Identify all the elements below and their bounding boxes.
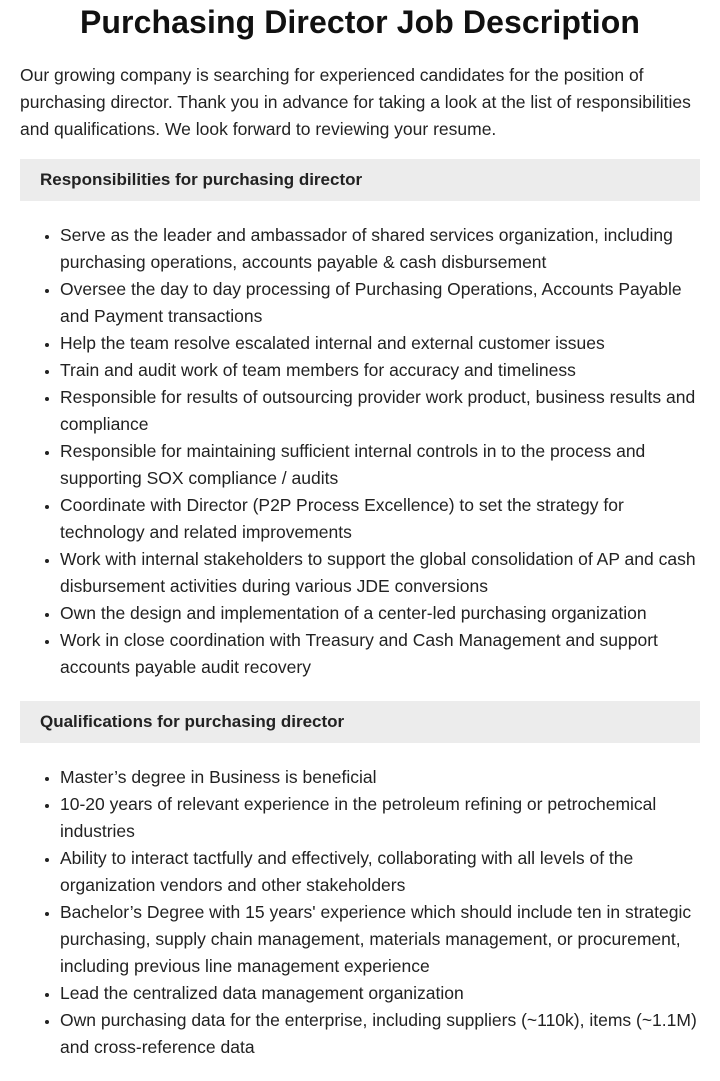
list-item: • Responsible for results of outsourcing provider work product, business results and compliance	[60, 384, 700, 438]
qualifications-list	[20, 764, 700, 1061]
responsibilities-list	[20, 222, 700, 681]
list-item: • 10-20 years of relevant experience in the petroleum refining or petrochemical industries	[60, 791, 700, 845]
list-item: • Ability to interact tactfully and effectively, collaborating with all levels of the organization vendors and other stakeholders	[60, 845, 700, 899]
list-item: • Own the design and implementation of a center-led purchasing organization	[60, 600, 700, 627]
list-item: • Coordinate with Director (P2P Process Excellence) to set the strategy for technology and related improvements	[60, 492, 700, 546]
list-item: • Train and audit work of team members for accuracy and timeliness	[60, 357, 700, 384]
intro-paragraph: Our growing company is searching for experienced candidates for the position of purchasing director. Thank you in advance for taking a look at the list of responsibilities and qualifications. We look forward to reviewing your resume.	[20, 65, 691, 139]
page-title: Purchasing Director Job Description	[79, 4, 641, 40]
list-item: • Master’s degree in Business is beneficial	[60, 764, 700, 791]
list-item: • Responsible for maintaining sufficient internal controls in to the process and supporting SOX compliance / audits	[60, 438, 700, 492]
list-item: • Work with internal stakeholders to support the global consolidation of AP and cash disbursement activities during various JDE conversions	[60, 546, 700, 600]
list-item: • Own purchasing data for the enterprise, including suppliers (~110k), items (~1.1M) and cross-reference data	[60, 1007, 700, 1061]
list-item: • Oversee the day to day processing of Purchasing Operations, Accounts Payable and Payment transactions	[60, 276, 700, 330]
list-item: • Serve as the leader and ambassador of shared services organization, including purchasing operations, accounts payable & cash disbursement	[60, 222, 700, 276]
list-item: • Bachelor’s Degree with 15 years' experience which should include ten in strategic purchasing, supply chain management, materials management, or procurement, including previous line management experience	[60, 899, 700, 980]
list-item: • Work in close coordination with Treasury and Cash Management and support accounts payable audit recovery	[60, 627, 700, 681]
responsibilities-heading: Responsibilities for purchasing director	[20, 159, 700, 201]
list-item: • Help the team resolve escalated internal and external customer issues	[60, 330, 700, 357]
list-item: • Lead the centralized data management organization	[60, 980, 700, 1007]
qualifications-heading: Qualifications for purchasing director	[20, 701, 700, 743]
